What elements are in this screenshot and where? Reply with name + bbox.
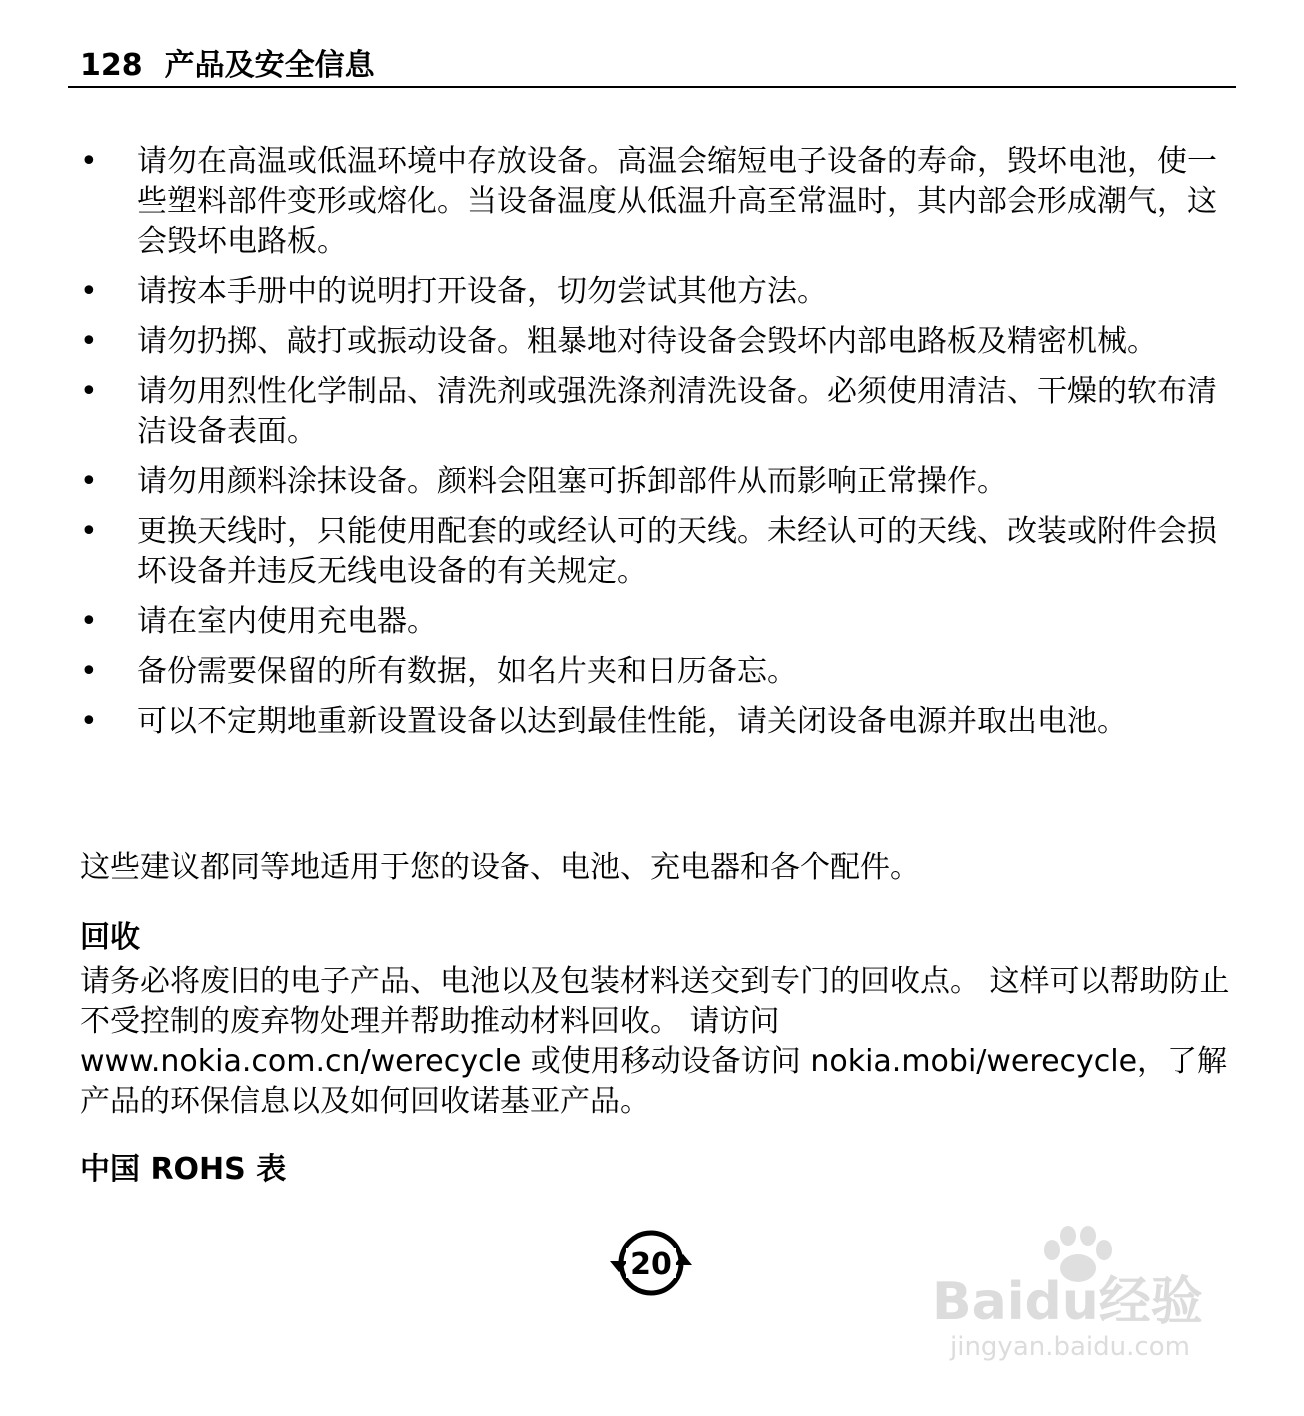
list-item-text: 更换天线时，只能使用配套的或经认可的天线。未经认可的天线、改装或附件会损坏设备并违反无线电设备的有关规定。 [137,514,1217,589]
baidu-watermark [920,1224,1220,1374]
bullet-icon: • [80,704,98,739]
summary-paragraph: 这些建议都同等地适用于您的设备、电池、充电器和各个配件。 [80,850,920,885]
list-item-text: 备份需要保留的所有数据，如名片夹和日历备忘。 [137,654,797,689]
bullet-icon: • [80,274,98,309]
list-item [80,702,1230,742]
bullet-icon: • [80,324,98,359]
list-item [80,652,1230,692]
header-divider [68,86,1236,88]
list-item-text: 请勿在高温或低温环境中存放设备。高温会缩短电子设备的寿命，毁坏电池，使一些塑料部件变形或熔化。当设备温度从低温升高至常温时，其内部会形成潮气，这会毁坏电路板。 [137,144,1217,259]
bullet-icon: • [80,654,98,689]
list-item-text: 请按本手册中的说明打开设备，切勿尝试其他方法。 [137,274,827,309]
bullet-icon: • [80,604,98,639]
list-item-text: 请勿扔掷、敲打或振动设备。粗暴地对待设备会毁坏内部电路板及精密机械。 [137,324,1157,359]
list-item [80,372,1230,452]
bullet-icon: • [80,374,98,409]
bullet-icon: • [80,464,98,499]
list-item [80,142,1230,262]
watermark-brand: Baidu经验 [932,1272,1203,1332]
list-item [80,272,1230,312]
list-item [80,462,1230,502]
section-title: 产品及安全信息 [164,48,375,83]
list-item-text: 可以不定期地重新设置设备以达到最佳性能，请关闭设备电源并取出电池。 [137,704,1127,739]
bullet-icon: • [80,514,98,549]
rohs-20-icon [606,1228,696,1298]
list-item-text: 请在室内使用充电器。 [137,604,437,639]
recycling-paragraph: 请务必将废旧的电子产品、电池以及包装材料送交到专门的回收点。 这样可以帮助防止不受控制的废弃物处理并帮助推动材料回收。 请访问 www.nokia.com.cn/werecycle 或使用移动设备访问 nokia.mobi/werecycle，了解产品的环保信息以及如何回收诺基亚产品。 [80,964,1230,1119]
list-item-text: 请勿用烈性化学制品、清洗剂或强洗涤剂清洗设备。必须使用清洁、干燥的软布清洁设备表面。 [137,374,1217,449]
list-item [80,512,1230,592]
bullet-icon: • [80,144,98,179]
recycling-heading: 回收 [80,920,140,955]
list-item [80,602,1230,642]
watermark-url: jingyan.baidu.com [950,1332,1190,1362]
rohs-logo-number: 20 [630,1247,672,1282]
care-instructions-list [80,142,1230,752]
list-item [80,322,1230,362]
rohs-heading: 中国 ROHS 表 [80,1152,287,1187]
page-header [80,46,1235,86]
page-number: 128 [80,48,143,83]
list-item-text: 请勿用颜料涂抹设备。颜料会阻塞可拆卸部件从而影响正常操作。 [137,464,1007,499]
